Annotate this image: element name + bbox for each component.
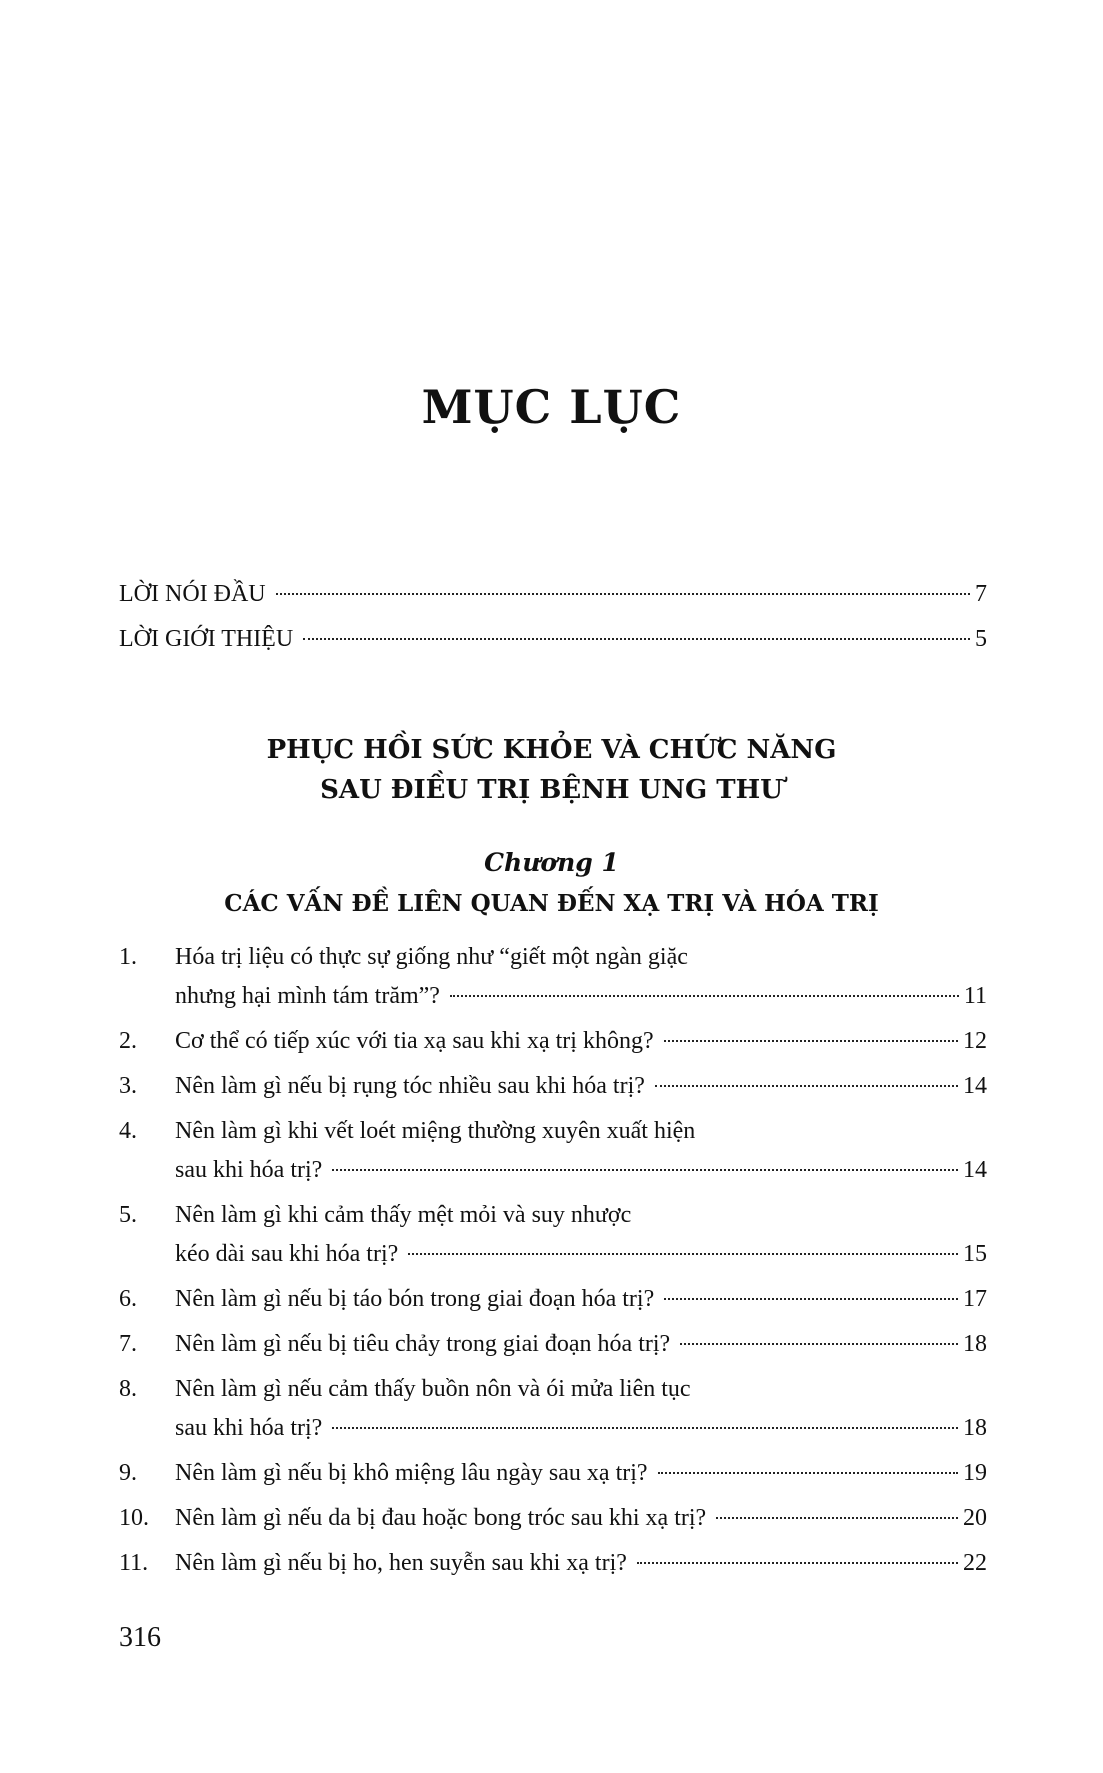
toc-item-page: 12 bbox=[963, 1028, 987, 1054]
toc-item-text: Nên làm gì nếu bị khô miệng lâu ngày sau xạ trị? bbox=[175, 1460, 648, 1486]
toc-item-text: Nên làm gì nếu bị tiêu chảy trong giai đoạn hóa trị? bbox=[175, 1331, 671, 1357]
toc-item-body bbox=[175, 1544, 987, 1583]
toc-item-body bbox=[175, 1067, 987, 1106]
toc-item-line bbox=[175, 1196, 987, 1235]
toc-item-text: Nên làm gì nếu bị táo bón trong giai đoạn hóa trị? bbox=[175, 1286, 655, 1312]
dot-leader bbox=[655, 1085, 958, 1087]
toc-item bbox=[119, 1022, 987, 1061]
dot-leader bbox=[680, 1343, 958, 1345]
toc-item-body bbox=[175, 938, 987, 1016]
toc-entry-label: LỜI NÓI ĐẦU bbox=[119, 581, 266, 607]
toc-item-body bbox=[175, 1280, 987, 1319]
part-title-line-1: PHỤC HỒI SỨC KHỎE VÀ CHỨC NĂNG bbox=[266, 735, 837, 765]
toc-item-text: Nên làm gì nếu bị ho, hen suyễn sau khi xạ trị? bbox=[175, 1550, 627, 1576]
toc-item bbox=[119, 1325, 987, 1364]
toc-item-page: 18 bbox=[963, 1331, 987, 1357]
toc-item-text: Cơ thể có tiếp xúc với tia xạ sau khi xạ trị không? bbox=[175, 1028, 654, 1054]
toc-item-number: 2. bbox=[119, 1028, 137, 1054]
toc-item-number: 9. bbox=[119, 1460, 137, 1486]
toc-item-text: Nên làm gì nếu bị rụng tóc nhiều sau khi hóa trị? bbox=[175, 1073, 645, 1099]
page-number: 316 bbox=[119, 1622, 161, 1653]
toc-item bbox=[119, 1112, 987, 1190]
toc-entry-foreword bbox=[119, 572, 987, 617]
toc-item-number: 5. bbox=[119, 1202, 137, 1228]
dot-leader bbox=[408, 1253, 958, 1255]
toc-item-number: 6. bbox=[119, 1286, 137, 1312]
page-title: MỤC LỤC bbox=[421, 380, 682, 434]
toc-item bbox=[119, 1454, 987, 1493]
dot-leader bbox=[664, 1298, 958, 1300]
toc-item-text: Hóa trị liệu có thực sự giống như “giết một ngàn giặc bbox=[175, 944, 688, 970]
toc-item-text: kéo dài sau khi hóa trị? bbox=[175, 1241, 399, 1267]
toc-item-line bbox=[175, 1235, 987, 1274]
toc-item-line bbox=[175, 1370, 987, 1409]
toc-item-body bbox=[175, 1022, 987, 1061]
toc-item-text: Nên làm gì khi vết loét miệng thường xuyên xuất hiện bbox=[175, 1118, 696, 1144]
toc-item bbox=[119, 1196, 987, 1274]
part-title bbox=[0, 730, 1103, 810]
toc-item-number: 7. bbox=[119, 1331, 137, 1357]
toc-item-line bbox=[175, 938, 987, 977]
toc-item bbox=[119, 1067, 987, 1106]
toc-item bbox=[119, 1499, 987, 1538]
dot-leader bbox=[716, 1517, 958, 1519]
dot-leader bbox=[332, 1427, 958, 1429]
toc-item-line bbox=[175, 1112, 987, 1151]
chapter-toc-list bbox=[119, 938, 987, 1589]
toc-item-line bbox=[175, 1022, 987, 1061]
chapter-label: Chương 1 bbox=[484, 848, 619, 877]
toc-item-body bbox=[175, 1112, 987, 1190]
toc-item bbox=[119, 938, 987, 1016]
toc-item-page: 15 bbox=[963, 1241, 987, 1267]
toc-item-page: 18 bbox=[963, 1415, 987, 1441]
toc-item-text: nhưng hại mình tám trăm”? bbox=[175, 983, 440, 1009]
toc-item-number: 11. bbox=[119, 1550, 149, 1576]
toc-item-page: 14 bbox=[963, 1073, 987, 1099]
toc-item-page: 22 bbox=[963, 1550, 987, 1576]
dot-leader bbox=[450, 995, 959, 997]
toc-item-text: Nên làm gì nếu da bị đau hoặc bong tróc sau khi xạ trị? bbox=[175, 1505, 707, 1531]
toc-item-body bbox=[175, 1499, 987, 1538]
chapter-title: CÁC VẤN ĐỀ LIÊN QUAN ĐẾN XẠ TRỊ VÀ HÓA TRỊ bbox=[224, 890, 879, 917]
toc-entry-label: LỜI GIỚI THIỆU bbox=[119, 626, 294, 652]
toc-item-page: 17 bbox=[963, 1286, 987, 1312]
toc-item-number: 3. bbox=[119, 1073, 137, 1099]
toc-item-line bbox=[175, 977, 987, 1016]
toc-item-number: 4. bbox=[119, 1118, 137, 1144]
toc-entry-page: 7 bbox=[975, 581, 987, 607]
dot-leader bbox=[276, 593, 970, 595]
toc-item bbox=[119, 1370, 987, 1448]
toc-item-text: Nên làm gì khi cảm thấy mệt mỏi và suy nhược bbox=[175, 1202, 632, 1228]
toc-item-text: sau khi hóa trị? bbox=[175, 1415, 323, 1441]
dot-leader bbox=[664, 1040, 958, 1042]
part-title-line-2: SAU ĐIỀU TRỊ BỆNH UNG THƯ bbox=[320, 775, 783, 805]
toc-item-body bbox=[175, 1196, 987, 1274]
toc-item-page: 14 bbox=[963, 1157, 987, 1183]
toc-item-body bbox=[175, 1454, 987, 1493]
toc-entry-introduction bbox=[119, 617, 987, 662]
toc-item bbox=[119, 1544, 987, 1583]
toc-item-line bbox=[175, 1151, 987, 1190]
toc-item-page: 19 bbox=[963, 1460, 987, 1486]
toc-item-line bbox=[175, 1325, 987, 1364]
toc-item-page: 11 bbox=[963, 983, 987, 1009]
dot-leader bbox=[332, 1169, 958, 1171]
toc-item-line bbox=[175, 1499, 987, 1538]
toc-item-line bbox=[175, 1454, 987, 1493]
toc-item-text: Nên làm gì nếu cảm thấy buồn nôn và ói mửa liên tục bbox=[175, 1376, 691, 1402]
dot-leader bbox=[303, 638, 970, 640]
toc-item-number: 1. bbox=[119, 944, 137, 970]
toc-item-line bbox=[175, 1544, 987, 1583]
toc-item-number: 10. bbox=[119, 1505, 149, 1531]
toc-item bbox=[119, 1280, 987, 1319]
toc-item-body bbox=[175, 1325, 987, 1364]
dot-leader bbox=[658, 1472, 958, 1474]
toc-item-line bbox=[175, 1067, 987, 1106]
toc-item-line bbox=[175, 1409, 987, 1448]
toc-item-line bbox=[175, 1280, 987, 1319]
front-matter-list bbox=[119, 572, 987, 662]
toc-item-page: 20 bbox=[963, 1505, 987, 1531]
dot-leader bbox=[637, 1562, 958, 1564]
toc-item-text: sau khi hóa trị? bbox=[175, 1157, 323, 1183]
toc-entry-page: 5 bbox=[975, 626, 987, 652]
toc-item-body bbox=[175, 1370, 987, 1448]
toc-item-number: 8. bbox=[119, 1376, 137, 1402]
